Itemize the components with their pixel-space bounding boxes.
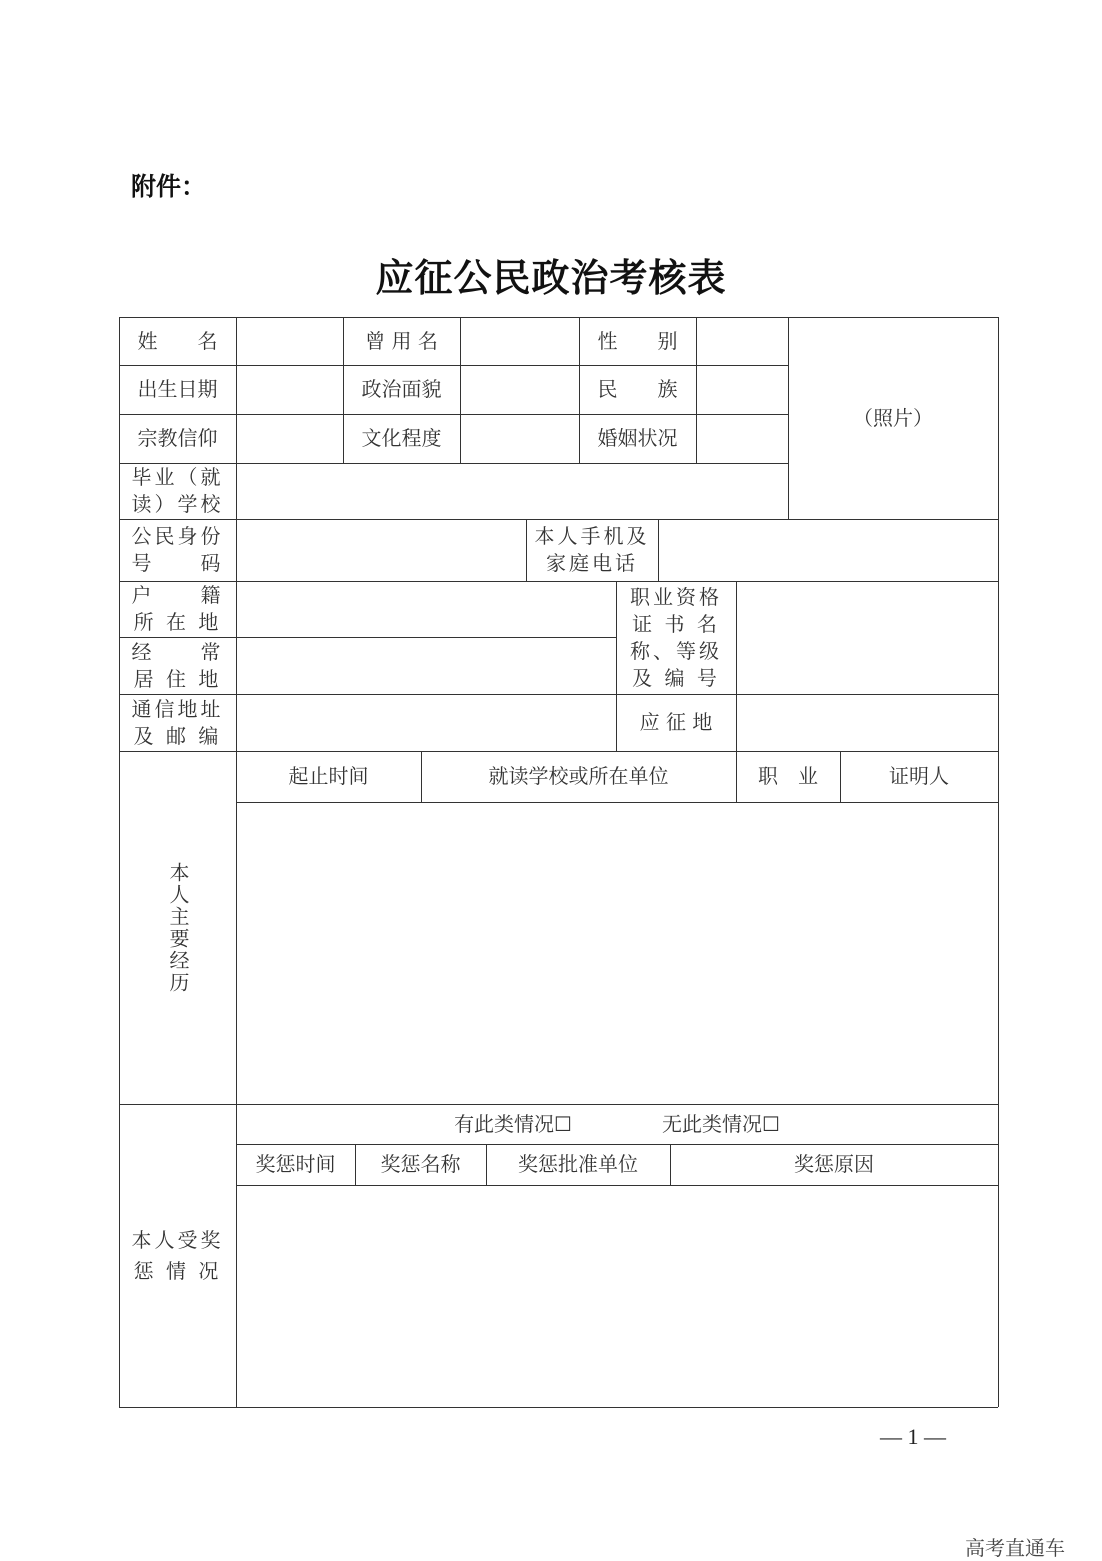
label-school-line2: 读）学校 xyxy=(131,492,224,516)
label-education: 文化程度 xyxy=(361,426,442,450)
field-rewards-body[interactable] xyxy=(236,1185,998,1407)
label-name: 姓 名 xyxy=(137,328,218,353)
field-name[interactable] xyxy=(236,317,343,365)
field-birth-date[interactable] xyxy=(236,365,343,414)
label-residence-line2: 居 住 地 xyxy=(133,666,222,691)
label-experience-text: 本人主要经历 xyxy=(166,861,190,994)
label-cert-line4: 及 编 号 xyxy=(632,665,720,690)
field-experience-body[interactable] xyxy=(236,802,998,1104)
label-school-line1: 毕业（就 xyxy=(131,465,224,489)
header-reward-name: 奖惩名称 xyxy=(380,1152,461,1176)
field-ethnicity[interactable] xyxy=(696,365,788,414)
has-rewards-checkbox[interactable]: 有此类情况☐ xyxy=(454,1111,572,1136)
label-residence-line1: 经 常 xyxy=(131,639,224,664)
form-title: 应征公民政治考核表 xyxy=(375,255,727,300)
header-school-unit: 就读学校或所在单位 xyxy=(488,764,669,788)
label-hukou-line2: 所 在 地 xyxy=(133,610,222,634)
photo-box[interactable]: （照片） xyxy=(853,405,933,430)
header-occupation: 职 业 xyxy=(758,764,818,788)
field-education[interactable] xyxy=(460,414,579,463)
header-reward-authority: 奖惩批准单位 xyxy=(518,1152,638,1176)
label-mail-line1: 通信地址 xyxy=(131,696,224,721)
label-rewards-line1: 本人受奖 xyxy=(131,1227,224,1252)
page-number: — 1 — xyxy=(880,1424,946,1449)
field-marital-status[interactable] xyxy=(696,414,788,463)
no-rewards-checkbox[interactable]: 无此类情况☐ xyxy=(662,1111,780,1136)
brand-watermark: 高考直通车 xyxy=(965,1536,1065,1560)
header-reward-reason: 奖惩原因 xyxy=(794,1152,874,1176)
label-rewards xyxy=(119,1104,236,1407)
label-id-number xyxy=(119,519,236,581)
label-phone xyxy=(526,519,658,581)
row-line xyxy=(119,1407,998,1408)
header-period: 起止时间 xyxy=(288,764,369,788)
label-id-line2: 号 码 xyxy=(131,551,224,575)
label-cert-line1: 职业资格 xyxy=(630,584,722,609)
field-enlist-place[interactable] xyxy=(736,694,998,751)
label-ethnicity: 民 族 xyxy=(597,377,678,401)
label-hukou-line1: 户 籍 xyxy=(131,583,224,607)
field-mailing-address[interactable] xyxy=(236,694,616,751)
label-phone-line2: 家庭电话 xyxy=(546,551,638,575)
label-mailing-address xyxy=(119,694,236,751)
label-cert-line3: 称、等级 xyxy=(630,638,722,663)
header-reward-time: 奖惩时间 xyxy=(255,1152,336,1176)
field-religion[interactable] xyxy=(236,414,343,463)
field-residence[interactable] xyxy=(236,637,616,694)
field-phone[interactable] xyxy=(658,519,998,581)
header-witness: 证明人 xyxy=(889,764,949,788)
label-religion: 宗教信仰 xyxy=(137,426,218,450)
label-former-name: 曾 用 名 xyxy=(365,328,438,353)
label-school xyxy=(119,463,236,519)
field-gender[interactable] xyxy=(696,317,788,365)
label-experience xyxy=(119,751,236,1104)
col-line xyxy=(998,317,999,1407)
label-mail-line2: 及 邮 编 xyxy=(133,723,222,748)
field-political-status[interactable] xyxy=(460,365,579,414)
label-residence xyxy=(119,637,236,694)
label-rewards-line2: 惩 情 况 xyxy=(133,1258,222,1283)
label-birth-date: 出生日期 xyxy=(137,377,218,401)
label-marital-status: 婚姻状况 xyxy=(597,426,678,450)
political-review-form xyxy=(119,317,998,1407)
attachment-label: 附件： xyxy=(131,172,207,201)
field-id-number[interactable] xyxy=(236,519,526,581)
label-certificate xyxy=(616,581,736,694)
rewards-options xyxy=(236,1104,998,1144)
label-id-line1: 公民身份 xyxy=(131,524,224,548)
label-enlist-place: 应 征 地 xyxy=(639,710,713,734)
field-hukou[interactable] xyxy=(236,581,616,637)
label-hukou xyxy=(119,581,236,637)
field-certificate[interactable] xyxy=(736,581,998,694)
label-gender: 性 别 xyxy=(597,328,678,353)
label-political-status: 政治面貌 xyxy=(361,377,442,401)
field-school[interactable] xyxy=(236,463,788,519)
field-former-name[interactable] xyxy=(460,317,579,365)
label-phone-line1: 本人手机及 xyxy=(534,524,650,548)
label-cert-line2: 证 书 名 xyxy=(632,611,720,636)
